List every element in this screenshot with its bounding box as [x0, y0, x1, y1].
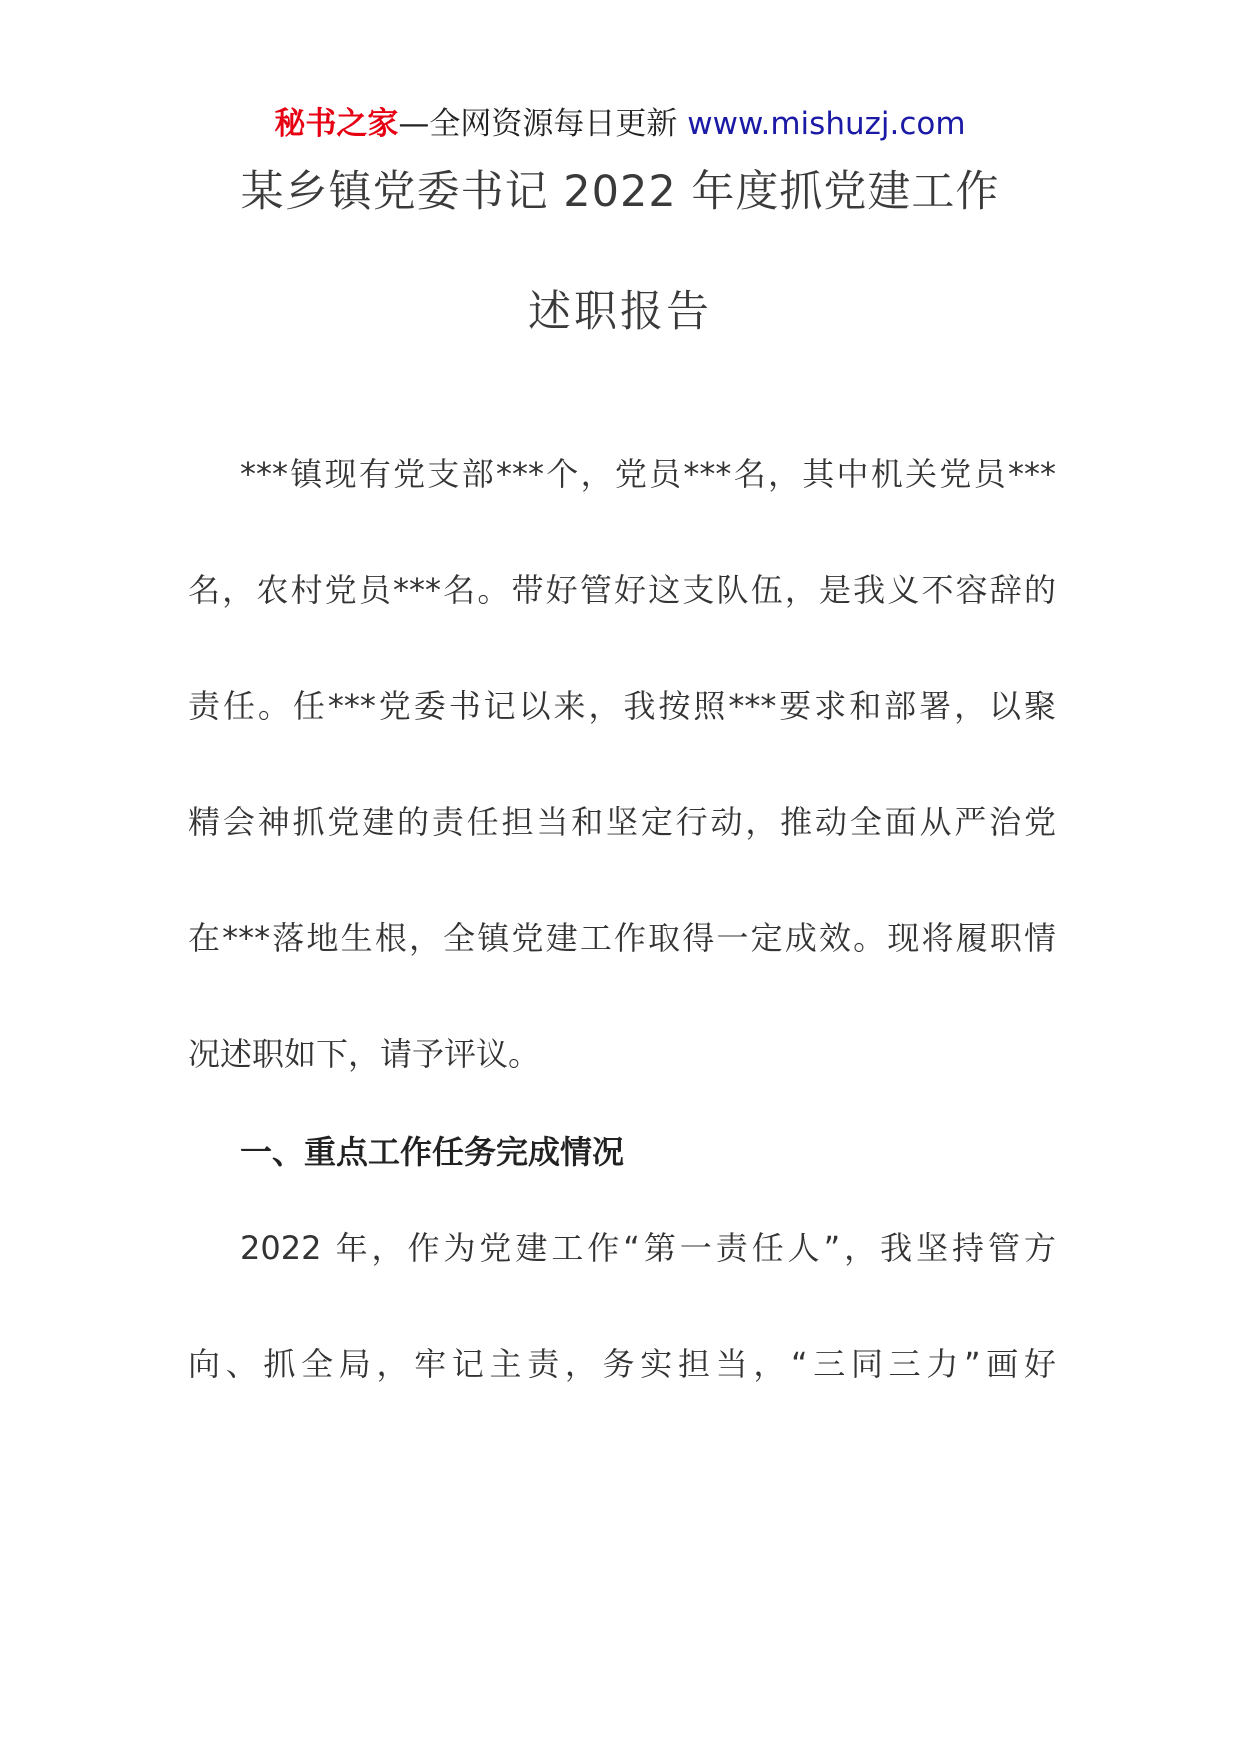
paragraph-2-line-1: 2022 年，作为党建工作“第一责任人”，我坚持管方 — [240, 1229, 1056, 1267]
site-url-link[interactable]: www.mishuzj.com — [687, 106, 966, 142]
document-title-line-2: 述职报告 — [528, 287, 712, 337]
paragraph-1-line-5: 在***落地生根，全镇党建工作取得一定成效。现将履职情 — [188, 919, 1056, 957]
paragraph-2-line-2: 向、抓全局，牢记主责，务实担当，“三同三力”画好 — [188, 1345, 1056, 1383]
section-1-heading: 一、重点工作任务完成情况 — [240, 1133, 625, 1171]
paragraph-1-line-4: 精会神抓党建的责任担当和坚定行动，推动全面从严治党 — [188, 803, 1056, 841]
paragraph-1-line-3: 责任。任***党委书记以来，我按照***要求和部署，以聚 — [188, 687, 1056, 725]
paragraph-1-line-2: 名，农村党员***名。带好管好这支队伍，是我义不容辞的 — [188, 571, 1056, 609]
page-header — [0, 104, 1240, 144]
paragraph-1-line-1: ***镇现有党支部***个，党员***名，其中机关党员*** — [240, 455, 1056, 493]
header-tagline: —全网资源每日更新 — [398, 106, 688, 142]
brand-name: 秘书之家 — [274, 106, 399, 142]
paragraph-1-line-6: 况述职如下，请予评议。 — [188, 1035, 541, 1073]
document-title-line-1: 某乡镇党委书记 2022 年度抓党建工作 — [240, 167, 1000, 217]
